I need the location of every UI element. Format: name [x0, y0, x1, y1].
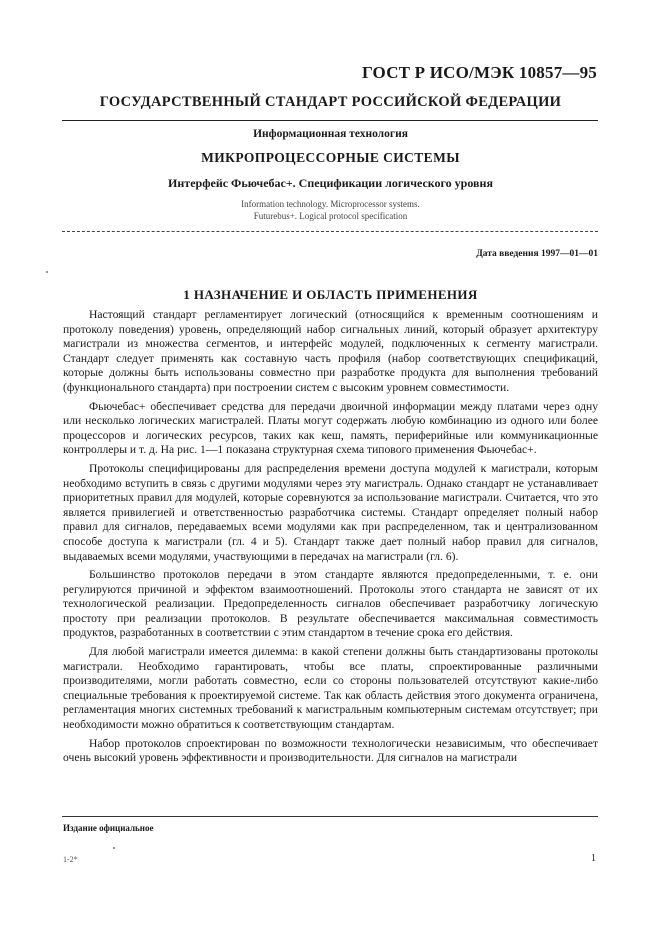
page-number: 1	[591, 853, 596, 864]
standard-authority-title: ГОСУДАРСТВЕННЫЙ СТАНДАРТ РОССИЙСКОЙ ФЕДЕРАЦИИ	[99, 94, 562, 110]
paragraph: Большинство протоколов передачи в этом стандарте являются предопределенными, т. е. они регулируются причиной и эффектом взаимоотношений. Протоколы этого стандарта не зависят от их технологической реализации. Предопределенность сигналов обеспечивает разработчику логическую простоту при реализации протоколов. В результате обеспечивается максимальная совместимость продуктов, разработанных в соответствии с этим стандартом в течение срока его действия.	[63, 568, 598, 640]
sheet-mark: 1-2*	[63, 855, 78, 864]
section-heading: 1 НАЗНАЧЕНИЕ И ОБЛАСТЬ ПРИМЕНЕНИЯ	[183, 287, 478, 302]
scan-speck	[46, 271, 48, 273]
footer-rule	[62, 816, 598, 817]
section-body	[63, 308, 598, 770]
effective-date: Дата введения 1997—01—01	[476, 249, 598, 259]
header-rule	[62, 120, 598, 121]
standard-number: ГОСТ Р ИСО/МЭК 10857—95	[361, 63, 597, 82]
paragraph: Протоколы специфицированы для распределения времени доступа модулей к магистрали, которым необходимо вступить в связь с другими модулями через эту магистраль. Однако стандарт не устанавливает приоритетных правил для модулей, которые соревнуются за использование магистрали. Считается, что это является привилегией и ответственностью разработчика системы. Стандарт определяет полный набор правил для сигналов, передаваемых всеми модулями как при распределенном, так и централизованном способе доступа к магистрали (гл. 4 и 5). Стандарт также дает полный набор правил для сигналов, выдаваемых всеми модулями, участвующими в передачах на магистрали (гл. 6).	[63, 461, 598, 563]
paragraph: Для любой магистрали имеется дилемма: в какой степени должны быть стандартизованы протоколы магистрали. Необходимо гарантировать, чтобы все платы, спроектированные различными производителями, могли работать совместно, если со стороны пользователей отсутствуют какие-либо специальные требования к проектируемой системе. Так как область действия этого документа ограничена, регламентация многих системных требований к магистральным компьютерным системам отсутствует; при необходимости можно обратиться к соответствующим стандартам.	[63, 645, 598, 732]
paragraph: Настоящий стандарт регламентирует логический (относящийся к временным соотношениям и протоколу поведения) уровень, определяющий набор сигнальных линий, который образует архитектуру магистрали из множества сегментов, и интерфейс модулей, подключенных к сегменту магистрали. Стандарт следует применять как составную часть профиля (набор соответствующих спецификаций, которые должны быть использованы совместно при разработке продукта для выполнения требований (функционального стандарта) при построении систем с высоким уровнем совместимости.	[63, 308, 598, 394]
document-title: МИКРОПРОЦЕССОРНЫЕ СИСТЕМЫ	[201, 150, 460, 165]
document-field: Информационная технология	[253, 128, 408, 140]
english-title-line-1: Information technology. Microprocessor systems.	[241, 199, 420, 209]
scan-speck	[113, 847, 115, 849]
title-dashed-rule	[62, 231, 598, 232]
english-title-line-2: Futurebus+. Logical protocol specification	[253, 211, 408, 221]
paragraph: Набор протоколов спроектирован по возможности технологически независимым, что обеспечивает очень высокий уровень эффективности и производительности. Для сигналов на магистрали	[63, 736, 598, 765]
edition-note: Издание официальное	[63, 823, 154, 833]
paragraph: Фьючебас+ обеспечивает средства для передачи двоичной информации между платами через одну или несколько логических магистралей. Платы могут содержать любую комбинацию из одного или более процессоров и логических ресурсов, таких как кеш, память, периферийные или коммуникационные контроллеры и т. д. На рис. 1—1 показана структурная схема типового применения Фьючебас+.	[63, 399, 598, 457]
document-subtitle: Интерфейс Фьючебас+. Спецификации логического уровня	[168, 176, 493, 190]
